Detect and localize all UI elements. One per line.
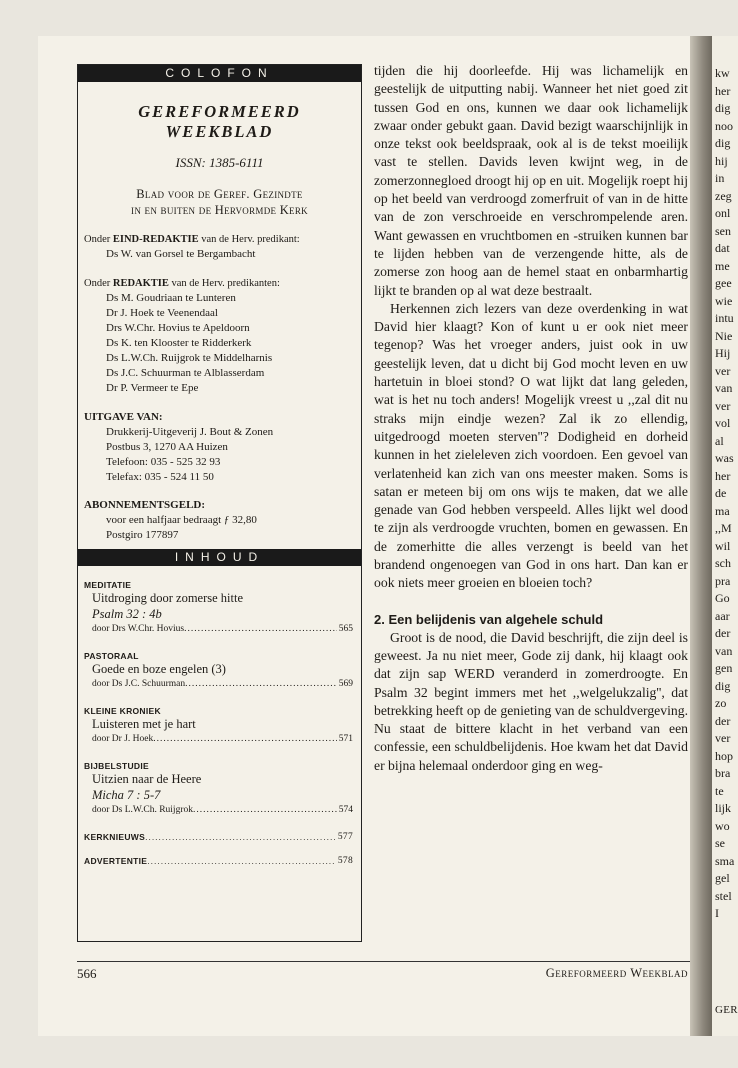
next-page-line-fragment: gen xyxy=(715,661,733,675)
subscription-label: ABONNEMENTSGELD: xyxy=(84,499,206,511)
next-page-line-fragment: de xyxy=(715,486,727,500)
next-page-line-fragment: sch xyxy=(715,556,731,570)
toc-byline: door Ds L.W.Ch. Ruijgrok xyxy=(92,805,193,815)
toc-category: MEDITATIE xyxy=(84,580,132,590)
editor-name: Ds J.C. Schuurman te Alblasserdam xyxy=(106,367,265,379)
editors-label: REDAKTIE xyxy=(112,278,169,289)
toc-page-number: 571 xyxy=(338,734,353,744)
editor-name: Dr P. Vermeer te Epe xyxy=(106,382,199,394)
next-page-line-fragment: wo xyxy=(715,818,730,833)
toc-subtitle: Psalm 32 : 4b xyxy=(92,607,162,621)
next-page-line-fragment: aar xyxy=(715,608,730,623)
next-page-line-fragment: wil xyxy=(715,538,731,553)
toc-title: Uitzien naar de Heere xyxy=(92,772,202,786)
editor-name: Dr J. Hoek te Veenendaal xyxy=(106,307,218,319)
article-column xyxy=(374,62,688,775)
next-page-line-fragment: van xyxy=(715,381,733,395)
next-page-line-fragment: ,,M xyxy=(715,521,732,535)
editor-name: Ds M. Goudriaan te Lunteren xyxy=(106,292,236,304)
next-page-line-fragment: dig xyxy=(715,101,731,115)
next-page-line-fragment: dig xyxy=(715,678,731,693)
next-page-line-fragment: hij xyxy=(715,153,728,168)
toc-leader-dots xyxy=(193,803,337,818)
next-page-line-fragment: me xyxy=(715,258,730,273)
next-page-line-fragment: te xyxy=(715,783,724,798)
magazine-title-line2: WEEKBLAD xyxy=(165,122,274,141)
next-page-line-fragment: Hij xyxy=(715,346,731,360)
toc-title: Goede en boze engelen (3) xyxy=(92,662,226,676)
toc-byline-row xyxy=(84,622,353,637)
article-paragraph-3: Groot is de nood, die David beschrijft, die zijn deel is geweest. Ja nu niet meer, Gode zij dank, hij klaagt ook dat zijn sap WERD veranderd in zomerdroogte. En Psalm 32 begint immers met het ,,welgelukzalig'', dat betrekking heeft op de genieting van de schuldvergeving. Nu staat de bittere klacht in het verband van een confessie, een schuldbelijdenis. Hoe kwam het dat David er bijna helemaal onderdoor ging en weg- xyxy=(374,629,688,773)
next-page-line-fragment: al xyxy=(715,433,724,448)
editors-lead xyxy=(84,276,361,291)
toc-byline: door Ds J.C. Schuurman xyxy=(92,679,186,689)
publisher-line: Drukkerij-Uitgeverij J. Bout & Zonen xyxy=(106,426,274,438)
magazine-subtitle xyxy=(78,186,361,218)
next-page-line-fragment: Nie xyxy=(715,328,733,343)
toc-byline-row xyxy=(84,803,353,818)
publisher-label: UITGAVE VAN: xyxy=(84,411,163,423)
next-page-edge xyxy=(712,36,738,1036)
toc-category: KERKNIEUWS xyxy=(84,832,146,842)
next-page-line-fragment: was xyxy=(715,451,734,465)
toc-page-number: 577 xyxy=(337,832,353,842)
magazine-title xyxy=(78,102,361,142)
toc-title: Luisteren met je hart xyxy=(92,717,196,731)
toc-subtitle: Micha 7 : 5-7 xyxy=(92,788,161,802)
next-page-line-fragment: in xyxy=(715,171,725,185)
editors-prefix: Onder xyxy=(84,278,113,289)
chief-editor-prefix: Onder xyxy=(84,234,113,245)
next-page-line-fragment: ver xyxy=(715,398,731,413)
inhoud-header: INHOUD xyxy=(78,549,361,566)
next-page-line-fragment: der xyxy=(715,713,731,728)
toc-byline: door Drs W.Chr. Hovius xyxy=(92,624,185,634)
toc-leader-dots xyxy=(184,622,337,637)
next-page-line-fragment: dig xyxy=(715,136,731,150)
editors-list xyxy=(84,291,361,396)
next-page-line-fragment: ver xyxy=(715,731,731,745)
publisher-line: Postbus 3, 1270 AA Huizen xyxy=(106,441,228,453)
next-page-line-fragment: vol xyxy=(715,416,731,430)
next-page-line-fragment: her xyxy=(715,468,731,483)
next-page-line-fragment: I xyxy=(715,906,719,920)
issn: ISSN: 1385-6111 xyxy=(175,155,264,170)
editor-name: Ds K. ten Klooster te Ridderkerk xyxy=(106,337,252,349)
magazine-title-line1: GEREFORMEERD xyxy=(138,102,301,121)
toc-category: PASTORAAL xyxy=(84,651,139,661)
toc-leader-dots xyxy=(185,677,337,692)
colofon-header: COLOFON xyxy=(78,65,361,82)
next-page-line-fragment: sma xyxy=(715,853,735,868)
toc-leader-dots xyxy=(145,832,336,842)
subtitle-line2: in en buiten de Hervormde Kerk xyxy=(131,203,308,217)
subscription-block xyxy=(78,498,361,543)
chief-editor-lead xyxy=(84,232,361,247)
publisher-lines xyxy=(84,425,361,485)
toc-title: Uitdroging door zomerse hitte xyxy=(92,591,244,605)
toc-byline-row xyxy=(84,677,353,692)
next-page-line-fragment: dat xyxy=(715,241,730,255)
publisher-line: Telefax: 035 - 524 11 50 xyxy=(106,471,214,483)
editor-name: Ds L.W.Ch. Ruijgrok te Middelharnis xyxy=(106,352,273,364)
subscription-line: voor een halfjaar bedraagt ƒ 32,80 xyxy=(106,514,257,526)
next-page-line-fragment: noo xyxy=(715,118,733,133)
next-page-line-fragment: onl xyxy=(715,206,731,220)
next-page-line-fragment: gee xyxy=(715,276,732,290)
toc-page-number: 578 xyxy=(337,856,353,866)
toc-category: ADVERTENTIE xyxy=(84,856,148,866)
table-of-contents xyxy=(78,580,361,866)
next-page-line-fragment: van xyxy=(715,643,733,658)
next-page-line-fragment: ma xyxy=(715,503,730,518)
editor-name: Drs W.Chr. Hovius te Apeldoorn xyxy=(106,322,250,334)
next-page-line-fragment: kw xyxy=(715,66,730,80)
toc-byline: door Dr J. Hoek xyxy=(92,734,154,744)
toc-page-number: 574 xyxy=(338,805,353,815)
next-page-line-fragment: intu xyxy=(715,311,734,325)
article-paragraph-1: tijden die hij doorleefde. Hij was lichamelijk en geestelijk de uitputting nabij. Wanneer het niet goed zit tussen God en ons, kunnen we daar ook lichamelijk zwaar onder gebukt gaan. David bezigt waarschijnlijk in onze tekst ook beeldspraak, ook al is de tekst moeilijk vast te stellen. Davids leven kwijnt weg, in de zomerzonnegloed droogt hij op en uit. Mogelijk roept hij op het beeld van verdroogd zomerfruit of van in de hitte van de zon verschroeide en verschrompelende aren. Want gewassen en vruchtbomen en -struiken kunnen bar te lijden hebben van de verzengende hitte, als de zomerse zon hoog aan de hemel staat en onbarmhartig lijkt te branden op al wat deze bestraalt. xyxy=(374,63,688,298)
chief-editor-block xyxy=(78,232,361,262)
section-heading-2: 2. Een belijdenis van algehele schuld xyxy=(374,611,604,627)
next-page-line-fragment: der xyxy=(715,626,731,640)
toc-category: BIJBELSTUDIE xyxy=(84,761,149,771)
subtitle-line1: Blad voor de Geref. Gezindte xyxy=(136,187,303,201)
publisher-block xyxy=(78,410,361,485)
toc-leader-dots xyxy=(153,732,337,747)
chief-editor-suffix: van de Herv. predikant: xyxy=(198,234,300,245)
next-page-fragments xyxy=(712,36,738,923)
next-page-line-fragment: Go xyxy=(715,591,730,605)
colofon-box xyxy=(77,64,362,942)
toc-single-row xyxy=(84,832,353,842)
next-page-line-fragment: lijk xyxy=(715,801,732,815)
next-page-footer-fragment: GER xyxy=(715,1004,738,1016)
toc-byline-row xyxy=(84,732,353,747)
chief-editor-label: EIND-REDAKTIE xyxy=(112,234,199,245)
next-page-line-fragment: se xyxy=(715,836,725,850)
editors-suffix: van de Herv. predikanten: xyxy=(168,278,280,289)
page-number: 566 xyxy=(77,966,97,981)
toc-single-row xyxy=(84,856,353,866)
toc-page-number: 565 xyxy=(338,624,353,634)
next-page-line-fragment: gel xyxy=(715,871,730,885)
next-page-line-fragment: zeg xyxy=(715,188,732,203)
article-paragraph-2: Herkennen zich lezers van deze overdenking in wat David hier klaagt? Kon of kunt u er ook niet meer tegenop? Was het vroeger anders, juist ook in uw geestelijk leven, dat u dicht bij God mocht leven en uw hartetuin in bloei stond? O wat lijkt dat lang geleden, wat is het nu toch anders! Mogelijk vreest u ,,zal dit nu straks mijn eindje wezen? Zal ik zo ellendig, uitgedroogd moeten sterven''? Dodigheid en dorheid kunnen in het zieleleven zich voordoen. Een gevoel van verlatenheid kan zich van ons meester maken. Soms is satan er meteen bij om ons wijs te maken, dat we alle genade van God hebben verspeeld. Alles lijkt wel dood te zijn als verdroogde vruchten, bomen en gewassen. En de zomerhitte die alles verzengt is beeld van het brandend ongenoegen van God in ons hart. Dan kan er ook niets meer groeien en bloeien toch? xyxy=(374,300,688,591)
next-page-line-fragment: her xyxy=(715,83,731,98)
next-page-line-fragment: stel xyxy=(715,888,732,903)
subscription-line: Postgiro 177897 xyxy=(106,529,179,541)
footer-rule xyxy=(77,961,690,962)
next-page-line-fragment: ver xyxy=(715,363,731,378)
book-gutter xyxy=(690,36,712,1036)
chief-editor-name: Ds W. van Gorsel te Bergambacht xyxy=(106,248,256,260)
toc-category: KLEINE KRONIEK xyxy=(84,706,161,716)
next-page-line-fragment: hop xyxy=(715,748,733,763)
toc-page-number: 569 xyxy=(338,679,353,689)
editors-block xyxy=(78,276,361,396)
next-page-line-fragment: bra xyxy=(715,766,731,780)
running-head: Gereformeerd Weekblad xyxy=(545,966,688,980)
subscription-lines xyxy=(84,513,361,543)
next-page-line-fragment: sen xyxy=(715,223,731,238)
next-page-line-fragment: wie xyxy=(715,293,733,308)
toc-leader-dots xyxy=(147,856,336,866)
next-page-line-fragment: pra xyxy=(715,573,731,588)
publisher-line: Telefoon: 035 - 525 32 93 xyxy=(106,456,221,468)
next-page-line-fragment: zo xyxy=(715,696,727,710)
